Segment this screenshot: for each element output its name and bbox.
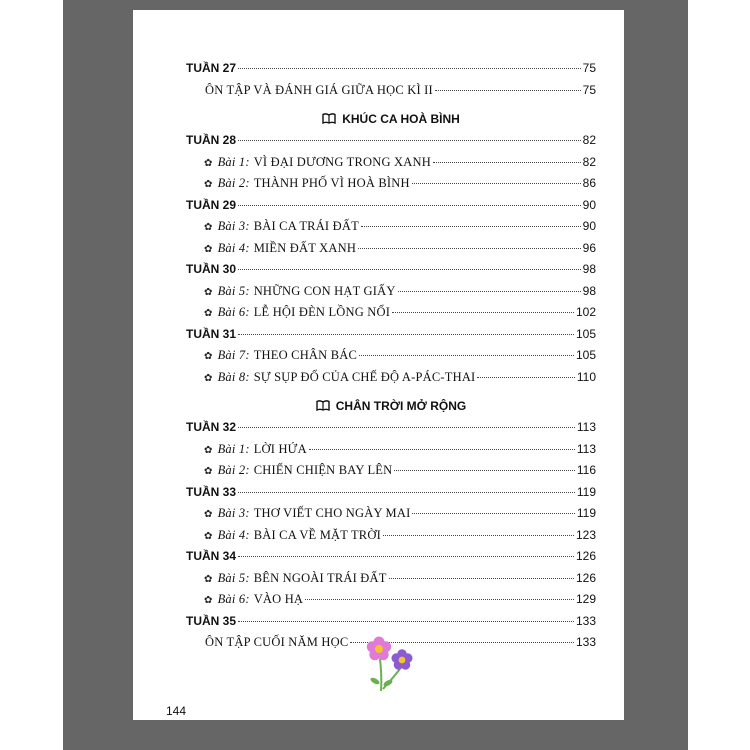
toc-page-number: 86 [582,176,596,190]
toc-entry-label [204,219,359,234]
flowers-illustration [358,633,418,693]
toc-entry-label [204,284,396,299]
flower-bullet-icon: ✿ [204,509,213,520]
toc-entry-label: ÔN TẬP VÀ ĐÁNH GIÁ GIỮA HỌC KÌ II [205,82,433,97]
lesson-number: Bài 2: [217,176,250,190]
lesson-title: CHIẾN CHIỆN BAY LÊN [253,463,393,477]
toc-lesson-row[interactable] [186,176,596,198]
toc-week-row[interactable] [186,262,596,284]
dot-leader [433,162,581,163]
dot-leader [238,427,575,428]
dot-leader [359,355,574,356]
flower-bullet-icon: ✿ [204,308,213,319]
section-heading [186,391,596,420]
lesson-number: Bài 6: [217,305,250,319]
dot-leader [238,492,575,493]
toc-week-row[interactable] [186,549,596,571]
toc-week-row[interactable] [186,420,596,442]
lesson-number: Bài 1: [217,441,250,456]
lesson-number: Bài 4: [217,240,250,255]
dot-leader [477,377,574,378]
toc-lesson-row[interactable] [186,528,596,550]
lesson-title: BÀI CA VỀ MẶT TRỜI [253,527,381,542]
dot-leader [238,334,574,335]
toc-entry-label: TUẦN 30 [186,262,237,276]
toc-lesson-row[interactable] [186,571,596,593]
toc-page-number: 133 [575,613,596,628]
dot-leader [238,269,581,270]
toc-entry-label: TUẦN 31 [186,326,237,341]
toc-entry-label [204,348,357,363]
dot-leader [392,312,574,313]
toc-entry-label [204,442,307,457]
flower-bullet-icon: ✿ [204,351,213,362]
toc-entry-label: ÔN TẬP CUỐI NĂM HỌC [205,635,349,649]
toc-page-number: 113 [576,420,596,434]
lesson-title: BÀI CA TRÁI ĐẤT [253,219,359,233]
lesson-title: BÊN NGOÀI TRÁI ĐẤT [253,570,387,585]
section-title: CHÂN TRỜI MỞ RỘNG [335,398,467,413]
toc-lesson-row[interactable] [186,241,596,263]
toc-week-row[interactable] [186,485,596,507]
lesson-title: MIỀN ĐẤT XANH [253,240,357,255]
lesson-number: Bài 3: [217,219,250,233]
toc-entry-label: TUẦN 29 [186,197,237,212]
lesson-title: SỰ SỤP ĐỔ CỦA CHẾ ĐỘ A-PÁC-THAI [253,369,476,384]
toc-entry-label: TUẦN 28 [186,133,237,147]
toc-page-number: 75 [582,82,596,97]
lesson-title: VÀO HẠ [253,592,304,606]
toc-entry-label: TUẦN 34 [186,549,237,563]
dot-leader [238,140,581,141]
flower-bullet-icon: ✿ [204,573,213,585]
toc-week-row[interactable] [186,614,596,636]
toc-lesson-row[interactable] [186,155,596,177]
toc-review-row[interactable] [186,83,596,105]
toc-page-number: 82 [582,133,596,147]
dot-leader [394,470,575,471]
lesson-number: Bài 4: [217,527,250,542]
toc-week-row[interactable] [186,61,596,83]
toc-page-number: 119 [576,506,596,520]
dot-leader [361,226,581,227]
toc-page-number: 113 [576,441,596,456]
lesson-number: Bài 5: [217,283,250,298]
lesson-number: Bài 1: [217,154,250,169]
toc-page-number: 90 [582,219,596,233]
dot-leader [398,291,581,292]
dot-leader [383,535,574,536]
lesson-number: Bài 5: [217,570,250,585]
section-heading [186,104,596,133]
lesson-number: Bài 2: [217,463,250,477]
lesson-title: LỄ HỘI ĐÈN LỒNG NỔI [253,305,391,319]
toc-page-number: 119 [576,484,596,499]
lesson-title: THÀNH PHỐ VÌ HOÀ BÌNH [253,176,410,190]
flower-bullet-icon: ✿ [204,157,213,169]
table-of-contents [186,61,596,657]
toc-page-number: 133 [575,635,596,649]
page-number: 144 [166,704,187,718]
lesson-title: THEO CHÂN BÁC [253,348,357,362]
toc-lesson-row[interactable] [186,463,596,485]
toc-page-number: 98 [582,262,596,276]
lesson-number: Bài 3: [217,506,250,520]
toc-page-number: 75 [582,61,596,75]
lesson-title: LỜI HỨA [253,441,307,456]
lesson-number: Bài 7: [217,348,250,362]
flower-bullet-icon: ✿ [204,530,213,542]
toc-lesson-row[interactable] [186,348,596,370]
lesson-title: THƠ VIẾT CHO NGÀY MAI [253,506,411,520]
toc-entry-label [204,176,410,191]
lesson-number: Bài 6: [217,592,250,606]
flower-bullet-icon: ✿ [204,222,213,233]
toc-page-number: 129 [575,592,596,606]
toc-page-number: 110 [576,369,596,384]
toc-page-number: 96 [582,240,596,255]
toc-page-number: 126 [575,570,596,585]
dot-leader [238,68,581,69]
flower-bullet-icon: ✿ [204,466,213,477]
toc-page-number: 102 [575,305,596,319]
toc-page-number: 90 [582,197,596,212]
dot-leader [389,578,574,579]
dot-leader [309,449,575,450]
toc-lesson-row[interactable] [186,592,596,614]
flower-bullet-icon: ✿ [204,595,213,606]
section-title: KHÚC CA HOÀ BÌNH [342,111,460,126]
toc-page-number: 116 [576,463,596,477]
toc-week-row[interactable] [186,198,596,220]
dot-leader [435,90,581,91]
open-book-icon [316,400,330,411]
dot-leader [358,248,581,249]
book-page [133,10,624,720]
lesson-title: VÌ ĐẠI DƯƠNG TRONG XANH [253,154,431,169]
dot-leader [412,513,574,514]
toc-entry-label [204,155,431,170]
dot-leader [238,205,581,206]
toc-entry-label [204,592,303,607]
lesson-title: NHỮNG CON HẠT GIẤY [253,283,396,298]
toc-lesson-row[interactable] [186,219,596,241]
toc-entry-label [204,528,381,543]
toc-page-number: 105 [575,326,596,341]
toc-entry-label: TUẦN 35 [186,613,237,628]
toc-entry-label [204,370,475,385]
toc-entry-label: TUẦN 33 [186,484,237,499]
dot-leader [238,556,574,557]
flower-bullet-icon: ✿ [204,372,213,384]
toc-lesson-row[interactable] [186,284,596,306]
toc-entry-label [204,571,387,586]
toc-entry-label [204,241,356,256]
flower-bullet-icon: ✿ [204,286,213,298]
lesson-number: Bài 8: [217,369,250,384]
dot-leader [305,599,574,600]
toc-page-number: 126 [575,549,596,563]
toc-lesson-row[interactable] [186,305,596,327]
toc-entry-label: TUẦN 27 [186,61,237,75]
toc-week-row[interactable] [186,327,596,349]
toc-week-row[interactable] [186,133,596,155]
toc-page-number: 82 [582,154,596,169]
open-book-icon [322,113,336,124]
toc-page-number: 98 [582,283,596,298]
flower-bullet-icon: ✿ [204,444,213,456]
toc-entry-label [204,463,392,478]
toc-page-number: 105 [575,348,596,362]
toc-lesson-row[interactable] [186,506,596,528]
toc-page-number: 123 [575,527,596,542]
flower-bullet-icon: ✿ [204,243,213,255]
toc-entry-label [204,506,410,521]
toc-lesson-row[interactable] [186,370,596,392]
toc-entry-label: TUẦN 32 [186,420,237,434]
dot-leader [412,183,581,184]
toc-lesson-row[interactable] [186,442,596,464]
dot-leader [238,621,574,622]
toc-entry-label [204,305,390,320]
flower-bullet-icon: ✿ [204,179,213,190]
